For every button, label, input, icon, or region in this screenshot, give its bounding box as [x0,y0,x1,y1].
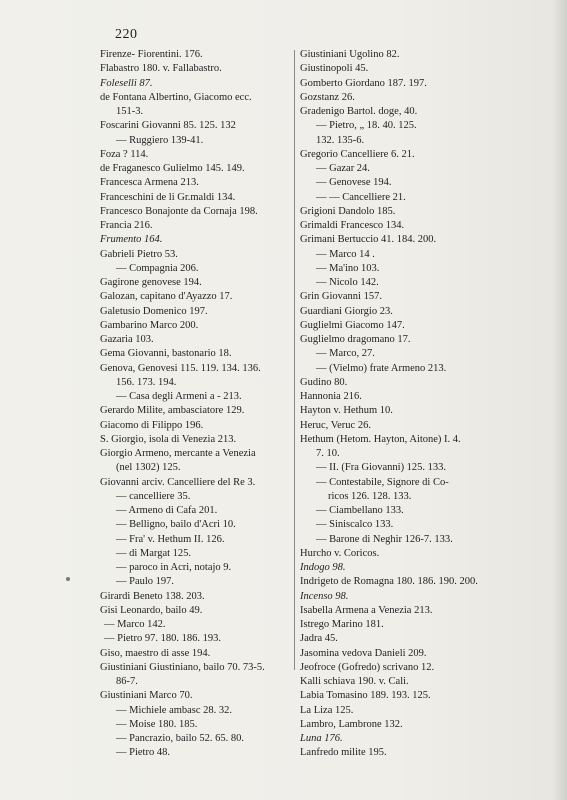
index-entry: Grimaldi Francesco 134. [300,220,405,231]
index-entry: Istrego Marino 181. [300,619,384,630]
index-entry: 86-7. [116,676,138,687]
index-entry: Gomberto Giordano 187. 197. [300,77,427,89]
index-entry: Jasomina vedova Danieli 209. [300,647,427,659]
index-entry: Gisi Leonardo, bailo 49. [100,604,203,616]
index-entry: — Siniscalco 133. [316,519,394,531]
index-entry: Labia Tomasino 189. 193. 125. [300,690,431,702]
index-entry: Gambarino Marco 200. [100,319,199,331]
index-entry: Gregorio Cancelliere 6. 21. [300,148,415,160]
index-entry: Indogo 98. [300,562,346,573]
index-entry: Lambro, Lambrone 132. [300,718,403,730]
index-entry: Hethum (Hetom. Hayton, Aitone) I. 4. [300,433,461,445]
index-entry: Gazaria 103. [100,334,154,345]
index-entry: — Ruggiero 139-41. [116,134,204,146]
index-entry: — Marco 142. [104,619,166,630]
index-entry: Hayton v. Hethum 10. [300,405,393,417]
index-entry: — Fra' v. Hethum II. 126. [116,533,225,545]
index-entry: — Moise 180. 185. [116,718,198,730]
index-entry: Incenso 98. [300,590,349,602]
right-column [300,48,500,761]
index-entry: Gozstanz 26. [300,91,355,103]
index-entry: — Contestabile, Signore di Co- [316,476,449,488]
index-entry: — Marco, 27. [316,348,375,360]
index-entry: Heruc, Veruc 26. [300,419,371,431]
index-entry: Foza ? 114. [100,148,149,160]
index-entry: — Marco 14 . [316,248,375,260]
index-entry: Lanfredo milite 195. [300,747,387,759]
index-entry: Gagirone genovese 194. [100,277,202,288]
index-entry: Francia 216. [100,220,153,231]
index-entry: Indrigeto de Romagna 180. 186. 190. 200. [300,576,478,588]
index-entry: — Ciambellano 133. [316,505,404,516]
index-entry: Giustiniani Giustiniano, bailo 70. 73-5. [100,661,265,673]
index-entry: Giacomo di Filippo 196. [100,419,204,431]
index-entry: Luna 176. [300,733,343,744]
index-entry: Galetusio Domenico 197. [100,305,208,317]
index-entry: de Fontana Albertino, Giacomo ecc. [100,91,252,103]
index-entry: — Genovese 194. [316,177,392,189]
left-column [100,48,292,761]
index-entry: — cancelliere 35. [116,490,191,502]
index-entry: Flabastro 180. v. Fallabastro. [100,63,222,75]
index-entry: 7. 10. [316,448,340,459]
page-number: 220 [115,27,138,42]
index-entry: Giovanni arciv. Cancelliere del Re 3. [100,476,256,488]
index-entry: Hurcho v. Coricos. [300,547,380,559]
index-entry: Guglielmi Giacomo 147. [300,319,405,331]
index-entry: de Fraganesco Gulielmo 145. 149. [100,163,245,174]
index-entry: — Gazar 24. [316,163,370,174]
index-entry: — II. (Fra Giovanni) 125. 133. [316,462,447,474]
index-entry: — Paulo 197. [116,576,175,588]
index-entry: La Liza 125. [300,704,354,716]
index-entry: — Barone di Neghir 126-7. 133. [316,533,453,545]
paper-speck [66,577,70,581]
index-entry: — di Margat 125. [116,547,192,559]
index-entry: ricos 126. 128. 133. [328,490,412,502]
index-entry: Foleselli 87. [100,77,153,89]
index-entry: Grigioni Dandolo 185. [300,205,396,217]
index-entry: Grimani Bertuccio 41. 184. 200. [300,234,437,246]
index-entry: Girardi Beneto 138. 203. [100,590,205,602]
index-entry: Hannonia 216. [300,391,362,402]
index-entry: Giustiniani Ugolino 82. [300,49,400,60]
index-entry: Gerardo Milite, ambasciatore 129. [100,405,245,417]
index-entry: S. Giorgio, isola di Venezia 213. [100,433,237,445]
index-entry: — — Cancelliere 21. [316,191,406,203]
index-entry: — Compagnia 206. [116,262,199,274]
page-edge-shadow [553,0,567,800]
index-entry: Gradenigo Bartol. doge, 40. [300,106,418,117]
index-entry: Grin Giovanni 157. [300,291,382,303]
index-entry: Isabella Armena a Venezia 213. [300,604,433,616]
index-entry: 132. 135-6. [316,134,365,146]
index-entry: — Pancrazio, bailo 52. 65. 80. [116,733,245,744]
index-entry: — (Vielmo) frate Armeno 213. [316,362,447,374]
index-entry: — Pietro, „ 18. 40. 125. [316,120,417,132]
index-entry: Guglielmo dragomano 17. [300,334,411,345]
index-entry: Kalli schiava 190. v. Cali. [300,676,409,687]
index-entry: 156. 173. 194. [116,376,177,388]
index-entry: — Michiele ambasc 28. 32. [116,704,233,716]
index-entry: — Armeno di Cafa 201. [116,505,218,516]
index-entry: — Pietro 48. [116,747,170,759]
index-entry: — Casa degli Armeni a - 213. [116,391,242,402]
index-entry: (nel 1302) 125. [116,462,181,474]
index-entry: Gema Giovanni, bastonario 18. [100,348,232,360]
index-entry: — Ma'ino 103. [316,262,380,274]
index-entry: Jadra 45. [300,633,338,645]
index-entry: Galozan, capitano d'Ayazzo 17. [100,291,233,303]
index-entry: Giorgio Armeno, mercante a Venezia [100,448,256,459]
index-entry: Jeofroce (Gofredo) scrivano 12. [300,661,435,673]
index-entry: Giustinopoli 45. [300,63,369,75]
column-divider [294,50,295,670]
index-entry: Frumento 164. [100,234,163,246]
index-entry: 151-3. [116,106,144,117]
index-entry: Guardiani Giorgio 23. [300,305,393,317]
index-entry: Gudino 80. [300,376,348,388]
index-entry: Giso, maestro di asse 194. [100,647,211,659]
index-entry: — paroco in Acri, notajo 9. [116,562,232,573]
index-entry: Gabrieli Pietro 53. [100,248,178,260]
index-entry: Foscarini Giovanni 85. 125. 132 [100,120,236,132]
index-entry: — Nicolo 142. [316,277,379,288]
index-entry: Francesco Bonajonte da Cornaja 198. [100,205,258,217]
index-entry: Firenze- Fiorentini. 176. [100,49,203,60]
index-entry: Franceschini de li Gr.maldi 134. [100,191,236,203]
index-entry: Francesca Armena 213. [100,177,199,189]
index-entry: Giustiniani Marco 70. [100,690,193,702]
index-entry: Genova, Genovesi 115. 119. 134. 136. [100,362,261,374]
index-entry: — Pietro 97. 180. 186. 193. [104,633,221,645]
index-entry: — Belligno, bailo d'Acri 10. [116,519,236,531]
